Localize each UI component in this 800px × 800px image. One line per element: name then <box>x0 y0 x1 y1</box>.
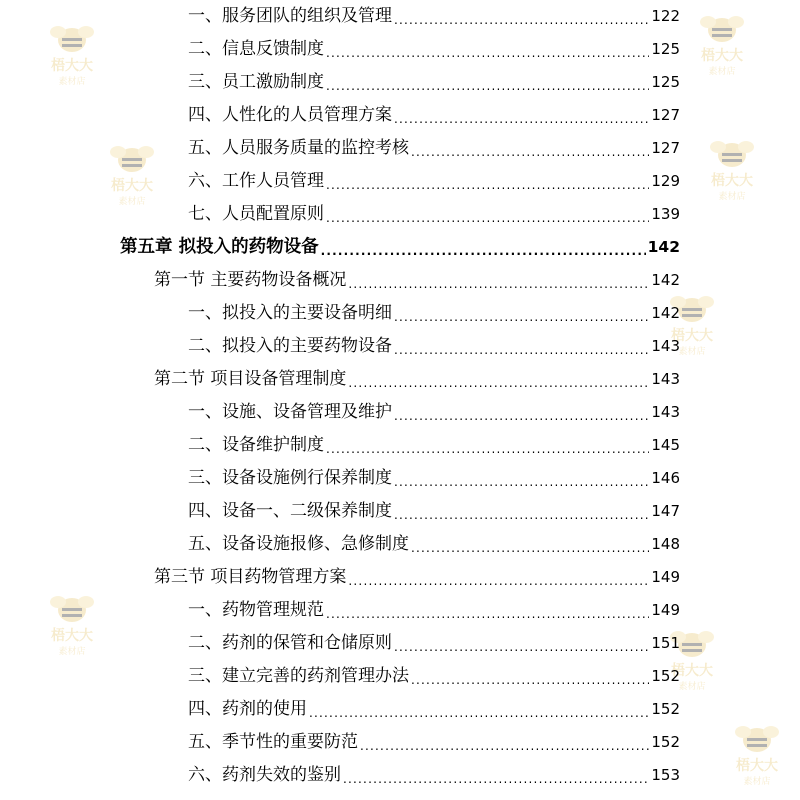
svg-text:梧大大: 梧大大 <box>736 758 778 774</box>
dot-leader <box>326 174 649 196</box>
svg-text:素材店: 素材店 <box>708 67 736 77</box>
toc-entry[interactable] <box>188 595 680 625</box>
toc-page-number: 142 <box>651 304 680 322</box>
svg-text:素材店: 素材店 <box>743 777 771 787</box>
toc-entry[interactable] <box>188 463 680 493</box>
toc-page-number: 143 <box>651 337 680 355</box>
toc-page-number: 127 <box>651 106 680 124</box>
toc-entry-title: 六、药剂失效的鉴别 <box>188 765 341 785</box>
toc-entry-title: 三、员工激励制度 <box>188 72 324 92</box>
svg-text:梧大大: 梧大大 <box>111 178 153 194</box>
toc-entry-title: 一、服务团队的组织及管理 <box>188 6 392 26</box>
dot-leader <box>394 636 649 658</box>
toc-section-entry[interactable] <box>154 364 680 394</box>
dot-leader <box>394 504 649 526</box>
toc-entry[interactable] <box>188 661 680 691</box>
toc-entry[interactable] <box>188 133 680 163</box>
dot-leader <box>321 240 646 262</box>
toc-entry-title: 第一节 主要药物设备概况 <box>154 270 347 290</box>
dot-leader <box>394 405 649 427</box>
toc-page-number: 142 <box>651 271 680 289</box>
svg-text:素材店: 素材店 <box>678 682 706 692</box>
toc-page-number: 148 <box>651 535 680 553</box>
toc-entry[interactable] <box>188 298 680 328</box>
toc-page-number: 152 <box>651 700 680 718</box>
svg-text:梧大大: 梧大大 <box>701 48 743 64</box>
toc-entry-title: 五、设备设施报修、急修制度 <box>188 534 409 554</box>
toc-entry[interactable] <box>188 727 680 757</box>
dot-leader <box>343 768 649 790</box>
svg-text:素材店: 素材店 <box>118 197 146 207</box>
toc-entry-title: 一、设施、设备管理及维护 <box>188 402 392 422</box>
svg-text:梧大大: 梧大大 <box>51 58 93 74</box>
toc-page-number: 146 <box>651 469 680 487</box>
toc-entry-title: 三、设备设施例行保养制度 <box>188 468 392 488</box>
toc-entry-title: 六、工作人员管理 <box>188 171 324 191</box>
toc-entry[interactable] <box>188 67 680 97</box>
toc-entry-title: 一、药物管理规范 <box>188 600 324 620</box>
dot-leader <box>411 537 649 559</box>
toc-entry[interactable] <box>188 628 680 658</box>
dot-leader <box>394 471 649 493</box>
svg-text:素材店: 素材店 <box>58 77 86 87</box>
toc-entry-title: 四、设备一、二级保养制度 <box>188 501 392 521</box>
svg-text:素材店: 素材店 <box>58 647 86 657</box>
dot-leader <box>360 735 649 757</box>
dot-leader <box>326 75 649 97</box>
toc-entry-title: 四、人性化的人员管理方案 <box>188 105 392 125</box>
toc-entry-title: 四、药剂的使用 <box>188 699 307 719</box>
toc-entry[interactable] <box>188 34 680 64</box>
toc-entry-title: 二、信息反馈制度 <box>188 39 324 59</box>
dot-leader <box>411 669 649 691</box>
toc-section-entry[interactable] <box>154 562 680 592</box>
toc-entry-title: 七、人员配置原则 <box>188 204 324 224</box>
toc-page-number: 149 <box>651 568 680 586</box>
toc-page-number: 127 <box>651 139 680 157</box>
toc-chapter-entry[interactable] <box>120 232 680 262</box>
dot-leader <box>394 339 649 361</box>
toc-page-number: 125 <box>651 40 680 58</box>
toc-entry[interactable] <box>188 199 680 229</box>
toc-entry-title: 五、人员服务质量的监控考核 <box>188 138 409 158</box>
toc-page-number: 129 <box>651 172 680 190</box>
toc-page-number: 143 <box>651 403 680 421</box>
toc-page-number: 122 <box>651 7 680 25</box>
dot-leader <box>309 702 649 724</box>
toc-page-number: 153 <box>651 766 680 784</box>
dot-leader <box>348 273 649 295</box>
svg-text:梧大大: 梧大大 <box>671 328 713 344</box>
dot-leader <box>348 570 649 592</box>
toc-entry[interactable] <box>188 760 680 790</box>
svg-text:梧大大: 梧大大 <box>51 628 93 644</box>
dot-leader <box>348 372 649 394</box>
toc-entry-title: 二、药剂的保管和仓储原则 <box>188 633 392 653</box>
toc-entry-title: 二、拟投入的主要药物设备 <box>188 336 392 356</box>
toc-entry-title: 二、设备维护制度 <box>188 435 324 455</box>
svg-text:素材店: 素材店 <box>678 347 706 357</box>
toc-page-number: 152 <box>651 667 680 685</box>
toc-entry-title: 五、季节性的重要防范 <box>188 732 358 752</box>
toc-page-number: 125 <box>651 73 680 91</box>
dot-leader <box>394 9 649 31</box>
toc-entry[interactable] <box>188 1 680 31</box>
toc-entry[interactable] <box>188 694 680 724</box>
svg-text:梧大大: 梧大大 <box>671 663 713 679</box>
toc-page-number: 139 <box>651 205 680 223</box>
toc-entry[interactable] <box>188 529 680 559</box>
toc-entry-title: 第二节 项目设备管理制度 <box>154 369 347 389</box>
toc-entry-title: 一、拟投入的主要设备明细 <box>188 303 392 323</box>
toc-entry[interactable] <box>188 166 680 196</box>
toc-page-number: 145 <box>651 436 680 454</box>
toc-page-number: 149 <box>651 601 680 619</box>
dot-leader <box>394 108 649 130</box>
toc-page-number: 142 <box>647 238 680 256</box>
toc-entry-title: 第三节 项目药物管理方案 <box>154 567 347 587</box>
svg-text:素材店: 素材店 <box>718 192 746 202</box>
toc-entry[interactable] <box>188 100 680 130</box>
toc-page-number: 143 <box>651 370 680 388</box>
toc-entry-title: 三、建立完善的药剂管理办法 <box>188 666 409 686</box>
toc-page-number: 151 <box>651 634 680 652</box>
dot-leader <box>326 438 649 460</box>
dot-leader <box>394 306 649 328</box>
toc-entry[interactable] <box>188 397 680 427</box>
toc-entry[interactable] <box>188 331 680 361</box>
toc-entry[interactable] <box>188 430 680 460</box>
toc-page-number: 147 <box>651 502 680 520</box>
toc-page-number: 152 <box>651 733 680 751</box>
toc-entry[interactable] <box>188 496 680 526</box>
toc-section-entry[interactable] <box>154 265 680 295</box>
dot-leader <box>326 603 649 625</box>
svg-text:梧大大: 梧大大 <box>711 173 753 189</box>
dot-leader <box>326 207 649 229</box>
dot-leader <box>326 42 649 64</box>
dot-leader <box>411 141 649 163</box>
toc-entry-title: 第五章 拟投入的药物设备 <box>120 237 319 257</box>
